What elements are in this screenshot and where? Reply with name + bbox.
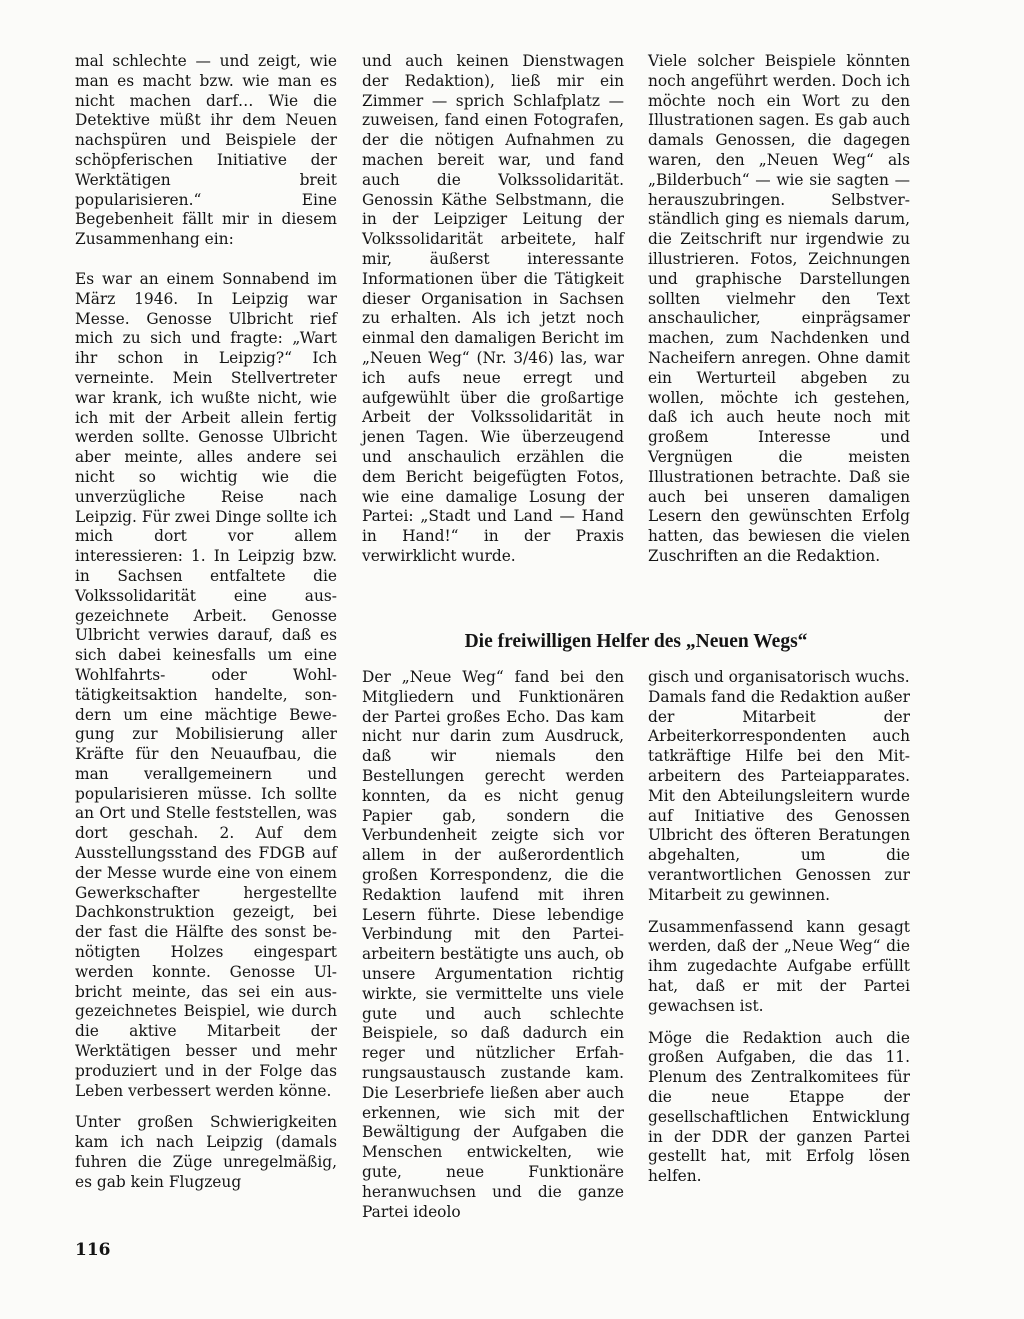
paragraph: und auch keinen Dienstwagen der Redaktion), ließ mir ein Zimmer — sprich Schlafplatz — zuweisen, fand einen Fotografen, der die nötigen Aufnahmen zu machen bereit war, und fand auch die Volkssolidarität. Genossin Käthe Selbstmann, die in der Leipziger Leitung der Volkssolidarität arbeitete, half mir, äußerst interessante Informationen über die Tätigkeit dieser Organisation in Sachsen zu erhalten. Als ich jetzt noch einmal den damaligen Bericht im „Neuen Weg“ (Nr. 3/46) las, war ich aufs neue erregt und aufgewühlt über die großartige Arbeit der Volkssolidarität in jenen Tagen. Wie überzeugend und anschaulich erzählen die dem Bericht beigefügten Fotos, wie eine damalige Losung der Partei: „Stadt und Land — Hand in Hand!“ in der Praxis verwirklicht wurde.: [362, 52, 624, 565]
section-heading: Die freiwilligen Helfer des „Neuen Wegs“: [464, 631, 808, 652]
paragraph: Zusammenfassend kann gesagt werden, daß der „Neue Weg“ die ihm zugedachte Aufgabe erfüllt hat, daß er mit der Partei gewachsen ist.: [648, 917, 910, 1015]
paragraph: Damals fand die Redaktion außer der Mitarbeit der Arbeiterkorrespondenten auch tatkräftige Hilfe bei den Mitarbeitern des Parteiapparates. Mit den Abteilungsleitern wurde auf Initiative des Genossen Ulbricht des öfteren Beratungen abgehalten, um die verantwortlichen Genossen zur Mitarbeit zu gewinnen.: [648, 687, 910, 904]
text-column-1: [75, 52, 337, 1193]
paragraph: Der „Neue Weg“ fand bei den Mitgliedern und Funktionären der Partei großes Echo. Das kam nicht nur darin zum Ausdruck, daß wir niemals den Bestellungen gerecht werden konnten, da es nicht genug Papier gab, sondern die Verbundenheit zeigte sich vor allem in der außerordentlich großen Korrespondenz, die die Redaktion laufend mit ihren Lesern führte. Diese lebendige Verbindung mit den Parteiarbeitern bestätigte uns auch, ob unsere Argumentation richtig wirkte, sie vermittelte uns viele gute und auch schlechte Beispiele, so daß dadurch ein reger und nützlicher Erfahrungsaustausch zustande kam. Die Leserbriefe ließen aber auch erkennen, wie sich mit der Bewältigung der Aufgaben die Menschen entwickelten, wie gute, neue Funktionäre heranwuchsen und die ganze Partei ideolo: [362, 668, 624, 1221]
paragraph: Es war an einem Sonnabend im März 1946. In Leipzig war Messe. Genosse Ulbricht rief mich zu sich und fragte: „Wart ihr schon in Leipzig?“ Ich verneinte. Mein Stellvertreter war krank, ich wußte nicht, wie ich mit der Arbeit allein fertig werden sollte. Genosse Ulbricht aber meinte, alles andere sei nicht so wichtig wie die unverzügliche Reise nach Leipzig. Für zwei Dinge sollte ich mich dort vor allem interessieren: 1. In Leipzig bzw. in Sachsen entfaltete die Volkssolidarität eine ausgezeichnete Arbeit. Genosse Ulbricht verwies darauf, daß es sich dabei keinesfalls um eine Wohlfahrts- oder Wohltätigkeitsaktion handelte, sondern um eine mächtige Bewegung zur Mobilisierung aller Kräfte für den Neuaufbau, die man verallgemeinern und popularisieren müsse. Ich sollte an Ort und Stelle feststellen, was dort geschah. 2. Auf dem Ausstellungsstand des FDGB auf der Messe wurde eine von einem Gewerkschafter hergestellte Dachkonstruktion gezeigt, bei der fast die Hälfte des sonst benötigten Holzes eingespart werden konnte. Genosse Ulbricht meinte, das sei ein ausgezeichnetes Beispiel, wie durch die aktive Mitarbeit der Werktätigen besser und mehr produziert und in der Folge das Leben verbessert werden könne.: [75, 269, 337, 1100]
paragraph: Unter großen Schwierigkeiten kam ich nach Leipzig (damals fuhren die Züge unregelmäßig, es gab kein Flugzeug: [75, 1113, 337, 1191]
paragraph: Viele solcher Beispiele könnten noch angeführt werden. Doch ich möchte noch ein Wort zu den Illustrationen sagen. Es gab auch damals Genossen, die dagegen waren, den „Neuen Weg“ als „Bilderbuch“ — wie sie sagten — herauszubringen. Selbstverständlich ging es niemals darum, die Zeitschrift nur irgendwie zu illustrieren. Fotos, Zeichnungen und graphische Darstellungen sollten vielmehr den Text anschaulicher, einprägsamer machen, zum Nachdenken und Nacheifern anregen. Ohne damit ein Werturteil abgeben zu wollen, möchte ich gestehen, daß ich auch heute noch mit großem Interesse und Vergnügen die meisten Illustrationen betrachte. Daß sie auch bei unseren damaligen Lesern den gewünschten Erfolg hatten, das bewiesen die vielen Zuschriften an die Redaktion.: [648, 52, 910, 565]
text-column-5: [648, 668, 910, 1187]
text-column-2: [362, 52, 624, 567]
page-number: 116: [75, 1240, 111, 1260]
paragraph: Möge die Redaktion auch die großen Aufgaben, die das 11. Plenum des Zentralkomitees für die neue Etappe der gesellschaftlichen Entwicklung in der DDR der ganzen Partei gestellt hat, mit Erfolg lösen helfen.: [648, 1028, 910, 1186]
paragraph: gisch und organisatorisch wuchs.: [648, 668, 910, 686]
paragraph: mal schlechte — und zeigt, wie man es macht bzw. wie man es nicht machen darf… Wie die Detektive müßt ihr dem Neuen nachspüren und Beispiele der schöpferischen Initiative der Werktätigen breit popularisieren.“ Eine Begebenheit fällt mir in diesem Zusammenhang ein:: [75, 52, 337, 249]
text-column-3: [648, 52, 910, 567]
text-column-4: [362, 668, 624, 1222]
